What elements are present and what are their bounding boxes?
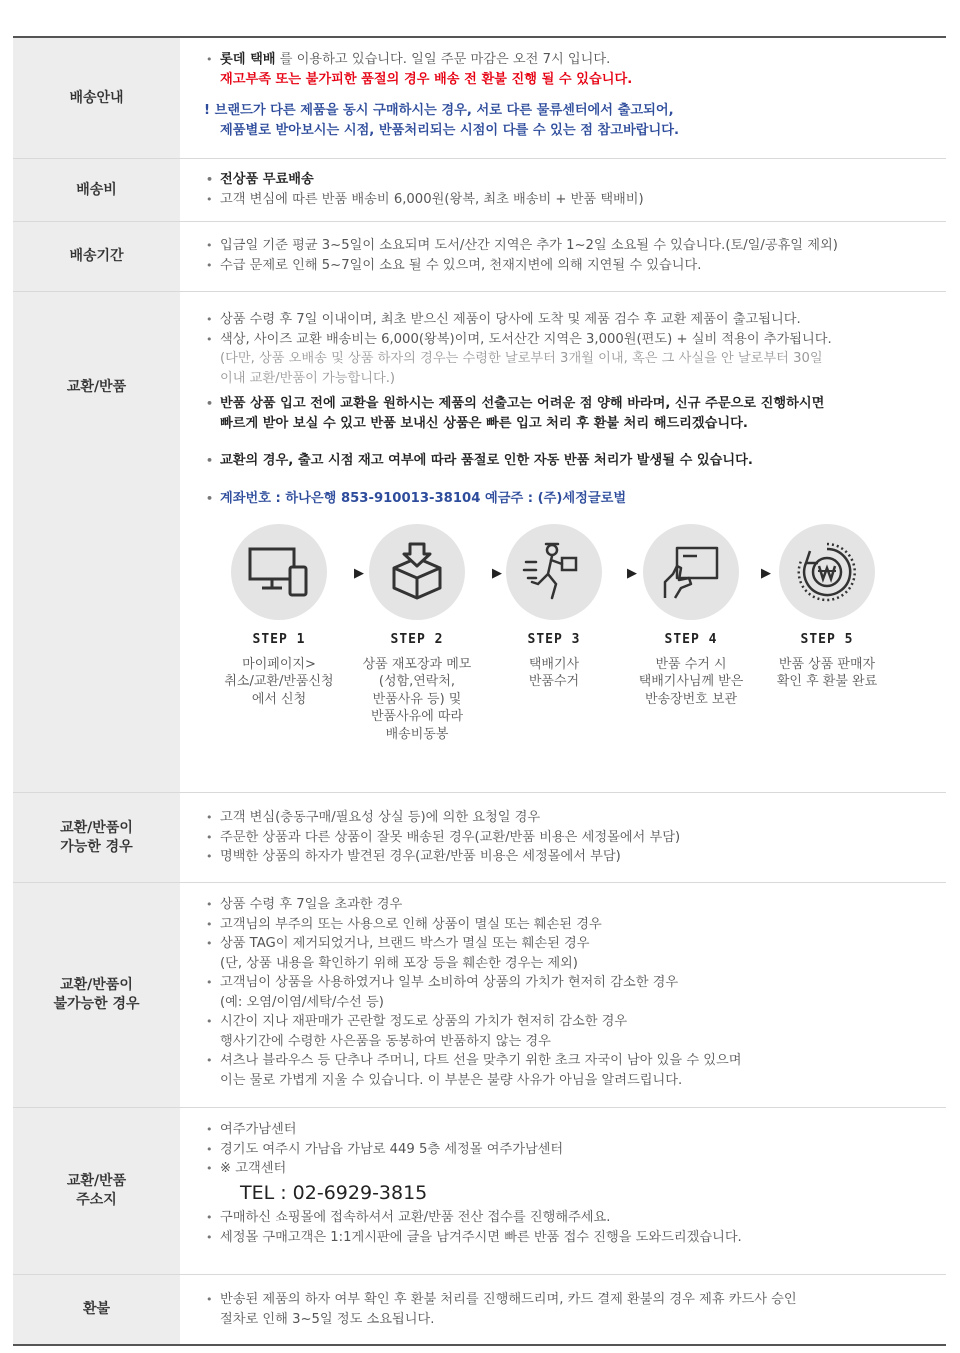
header-possible-cases: 교환/반품이 가능한 경우: [13, 793, 180, 882]
refund-line-1: • 반송된 제품의 하자 여부 확인 후 환불 처리를 진행해드리며, 카드 결제 환불의 경우 제휴 카드사 승인: [204, 1290, 946, 1310]
header-shipping-period: 배송기간: [13, 222, 180, 291]
row-refund: [13, 1275, 946, 1346]
period-line-1: • 입금일 기준 평균 3~5일이 소요되며 도서/산간 지역은 추가 1~2일 소요될 수 있습니다.(토/일/공휴일 제외): [204, 236, 946, 256]
customer-center-label: • ※ 고객센터: [204, 1159, 946, 1179]
return-steps: [204, 524, 946, 754]
center-name: • 여주가남센터: [204, 1120, 946, 1140]
arrow-icon: ▶: [627, 566, 637, 581]
possible-item: • 주문한 상품과 다른 상품이 잘못 배송된 경우(교환/반품 비용은 세정몰에서 부담): [204, 828, 946, 848]
box-download-icon: [369, 524, 465, 620]
brand-notice-1: ! 브랜드가 다른 제품을 동시 구매하시는 경우, 서로 다른 물류센터에서 출고되어,: [204, 103, 674, 118]
row-shipping-info: [13, 36, 946, 159]
preship-notice-1: • 반품 상품 입고 전에 교환을 원하시는 제품의 선출고는 어려운 점 양해 바라며, 신규 주문으로 진행하시면: [204, 394, 946, 414]
exchange-line-1: • 상품 수령 후 7일 이내이며, 최초 받으신 제품이 당사에 도착 및 제품 검수 후 교환 제품이 출고됩니다.: [204, 310, 946, 330]
row-possible-cases: [13, 793, 946, 883]
address-note-2: • 세정몰 구매고객은 1:1게시판에 글을 남겨주시면 빠른 반품 접수 진행을 도와드리겠습니다.: [204, 1228, 946, 1248]
step-4: STEP 4 반품 수거 시 택배기사님께 받은 반송장번호 보관: [621, 524, 761, 708]
header-shipping-fee: 배송비: [13, 159, 180, 221]
return-fee: • 고객 변심에 따른 반품 배송비 6,000원(왕복, 최초 배송비 + 반품 택배비): [204, 190, 946, 210]
hand-receipt-icon: [643, 524, 739, 620]
arrow-icon: ▶: [761, 566, 771, 581]
center-address: • 경기도 여주시 가남읍 가남로 449 5층 세정몰 여주가남센터: [204, 1140, 946, 1160]
courier-running-icon: [506, 524, 602, 620]
impossible-item: (단, 상품 내용을 확인하기 위해 포장 등을 훼손한 경우는 제외): [220, 955, 578, 971]
impossible-item: • 상품 수령 후 7일을 초과한 경우: [204, 895, 946, 915]
step-3: STEP 3 택배기사 반품수거: [484, 524, 624, 691]
arrow-icon: ▶: [492, 566, 502, 581]
exchange-note-1: (다만, 상품 오배송 및 상품 하자의 경우는 수령한 날로부터 3개월 이내, 혹은 그 사실을 안 날로부터 30일: [220, 351, 823, 366]
header-shipping-info: 배송안내: [13, 38, 180, 158]
impossible-item: 이는 물로 가볍게 지울 수 있습니다. 이 부분은 불량 사유가 아님을 알려드립니다.: [220, 1072, 683, 1088]
row-shipping-period: [13, 222, 946, 292]
courier-line: • 롯데 택배 를 이용하고 있습니다. 일일 주문 마감은 오전 7시 입니다.: [204, 50, 946, 70]
stockout-warning: 재고부족 또는 불가피한 품절의 경우 배송 전 환불 진행 될 수 있습니다.: [220, 71, 633, 87]
monitor-phone-icon: [231, 524, 327, 620]
row-impossible-cases: [13, 883, 946, 1108]
step-5: STEP 5 반품 상품 판매자 확인 후 환불 완료: [757, 524, 897, 691]
preship-notice-2: 빠르게 받아 보실 수 있고 반품 보내신 상품은 빠른 입고 처리 후 환불 처리 해드리겠습니다.: [220, 415, 748, 431]
phone-number: TEL : 02-6929-3815: [240, 1181, 428, 1204]
impossible-item: • 상품 TAG이 제거되었거나, 브랜드 박스가 멸실 또는 훼손된 경우: [204, 934, 946, 954]
period-line-2: • 수급 문제로 인해 5~7일이 소요 될 수 있으며, 천재지변에 의해 지연될 수 있습니다.: [204, 256, 946, 276]
step-2: STEP 2 상품 재포장과 메모 (성함,연락처, 반품사유 등) 및 반품사유에 따라 배송비동봉: [347, 524, 487, 743]
step-1: STEP 1 마이페이지> 취소/교환/반품신청 에서 신청: [209, 524, 349, 708]
brand-notice-2: 제품별로 받아보시는 시점, 반품처리되는 시점이 다를 수 있는 점 참고바랍니다.: [220, 122, 679, 138]
impossible-item: 행사기간에 수령한 사은품을 동봉하여 반품하지 않는 경우: [220, 1033, 551, 1049]
arrow-icon: ▶: [354, 566, 364, 581]
header-return-address: 교환/반품 주소지: [13, 1108, 180, 1274]
possible-item: • 고객 변심(충동구매/필요성 상실 등)에 의한 요청일 경우: [204, 808, 946, 828]
exchange-line-2: • 색상, 사이즈 교환 배송비는 6,000(왕복)이며, 도서산간 지역은 3,000원(편도) + 실비 적용이 추가됩니다.: [204, 330, 946, 350]
header-refund: 환불: [13, 1275, 180, 1344]
row-exchange-return: [13, 292, 946, 793]
impossible-item: • 고객님의 부주의 또는 사용으로 인해 상품이 멸실 또는 훼손된 경우: [204, 915, 946, 935]
header-impossible-cases: 교환/반품이 불가능한 경우: [13, 883, 180, 1107]
won-refund-icon: [779, 524, 875, 620]
header-exchange-return: 교환/반품: [13, 292, 180, 792]
impossible-item: • 고객님이 상품을 사용하였거나 일부 소비하여 상품의 가치가 현저히 감소한 경우: [204, 973, 946, 993]
address-note-1: • 구매하신 쇼핑몰에 접속하셔서 교환/반품 전산 접수를 진행해주세요.: [204, 1208, 946, 1228]
row-return-address: [13, 1108, 946, 1275]
impossible-item: (예: 오염/이염/세탁/수선 등): [220, 994, 384, 1010]
impossible-item: • 셔츠나 블라우스 등 단추나 주머니, 다트 선을 맞추기 위한 초크 자국이 남아 있을 수 있으며: [204, 1051, 946, 1071]
refund-line-2: 절차로 인해 3~5일 정도 소요됩니다.: [220, 1311, 435, 1327]
policy-table: [13, 36, 946, 1346]
bank-account: • 계좌번호 : 하나은행 853-910013-38104 예금주 : (주)세정글로벌: [204, 489, 946, 509]
row-shipping-fee: [13, 159, 946, 222]
exchange-note-2: 이내 교환/반품이 가능합니다.): [220, 370, 396, 386]
impossible-item: • 시간이 지나 재판매가 곤란할 정도로 상품의 가치가 현저히 감소한 경우: [204, 1012, 946, 1032]
free-shipping: • 전상품 무료배송: [204, 170, 946, 190]
auto-return-notice: • 교환의 경우, 출고 시점 재고 여부에 따라 품절로 인한 자동 반품 처리가 발생될 수 있습니다.: [204, 451, 946, 471]
possible-item: • 명백한 상품의 하자가 발견된 경우(교환/반품 비용은 세정몰에서 부담): [204, 847, 946, 867]
